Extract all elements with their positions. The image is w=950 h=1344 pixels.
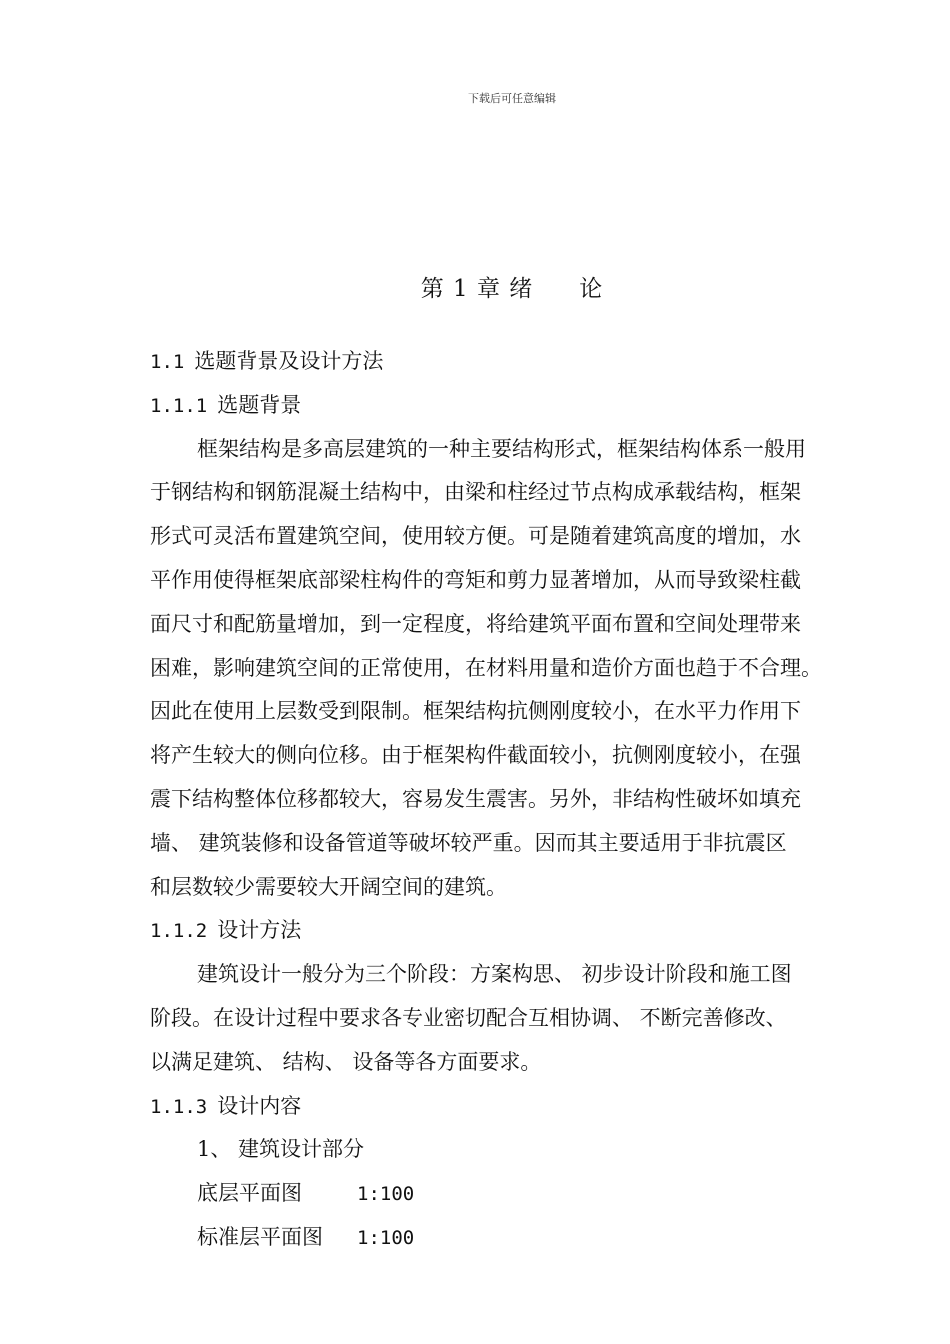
section-title: 设计方法 bbox=[217, 918, 302, 943]
chapter-title bbox=[0, 270, 950, 303]
paragraph-line: 墙、 建筑装修和设备管道等破坏较严重。因而其主要适用于非抗震区 bbox=[150, 830, 787, 855]
drawing-scale: 1:100 bbox=[357, 1183, 415, 1206]
document-body bbox=[150, 340, 880, 1260]
section-heading-1-1-2 bbox=[150, 909, 880, 953]
paragraph-line: 困难，影响建筑空间的正常使用，在材料用量和造价方面也趋于不合理。 bbox=[150, 655, 822, 680]
drawing-item bbox=[150, 1172, 880, 1216]
section-number: 1.1.1 bbox=[150, 394, 208, 417]
section-title: 设计内容 bbox=[217, 1093, 302, 1118]
paragraph-line: 建筑设计一般分为三个阶段：方案构思、 初步设计阶段和施工图 bbox=[197, 962, 792, 987]
chapter-title-part1: 绪 bbox=[509, 276, 534, 302]
section-title: 选题背景 bbox=[217, 392, 302, 417]
paragraph-line: 框架结构是多高层建筑的一种主要结构形式，框架结构体系一般用 bbox=[197, 436, 806, 461]
paragraph-line: 形式可灵活布置建筑空间，使用较方便。可是随着建筑高度的增加，水 bbox=[150, 524, 801, 549]
paragraph-line: 和层数较少需要较大开阔空间的建筑。 bbox=[150, 874, 507, 899]
section-heading-1-1-1 bbox=[150, 384, 880, 428]
section-title: 选题背景及设计方法 bbox=[194, 349, 384, 373]
drawing-scale: 1:100 bbox=[357, 1226, 415, 1249]
drawing-name: 标准层平面图 bbox=[197, 1224, 323, 1249]
paragraph-line: 平作用使得框架底部梁柱构件的弯矩和剪力显著增加，从而导致梁柱截 bbox=[150, 567, 801, 592]
section-number: 1.1 bbox=[150, 351, 185, 373]
header-note: 下载后可任意编辑 bbox=[468, 92, 556, 105]
section-heading-1-1-3 bbox=[150, 1085, 880, 1129]
paragraph-line: 将产生较大的侧向位移。由于框架构件截面较小，抗侧刚度较小，在强 bbox=[150, 743, 801, 768]
method-paragraph bbox=[150, 953, 880, 1084]
section-number: 1.1.3 bbox=[150, 1095, 208, 1118]
drawing-item bbox=[150, 1216, 880, 1260]
paragraph-line: 以满足建筑、 结构、 设备等各方面要求。 bbox=[150, 1049, 542, 1074]
chapter-label: 第 1 章 bbox=[420, 276, 501, 302]
paragraph-line: 因此在使用上层数受到限制。框架结构抗侧刚度较小，在水平力作用下 bbox=[150, 699, 801, 724]
section-heading-1-1 bbox=[150, 340, 880, 384]
paragraph-line: 于钢结构和钢筋混凝土结构中，由梁和柱经过节点构成承载结构，框架 bbox=[150, 480, 801, 505]
paragraph-line: 震下结构整体位移都较大，容易发生震害。另外，非结构性破坏如填充 bbox=[150, 786, 801, 811]
section-number: 1.1.2 bbox=[150, 920, 208, 943]
background-paragraph bbox=[150, 428, 880, 910]
paragraph-line: 面尺寸和配筋量增加，到一定程度，将给建筑平面布置和空间处理带来 bbox=[150, 611, 801, 636]
drawing-name: 底层平面图 bbox=[197, 1181, 302, 1206]
paragraph-line: 阶段。在设计过程中要求各专业密切配合互相协调、 不断完善修改、 bbox=[150, 1005, 787, 1030]
content-item-architecture: 1、 建筑设计部分 bbox=[197, 1137, 365, 1162]
chapter-title-part2: 论 bbox=[579, 276, 604, 302]
